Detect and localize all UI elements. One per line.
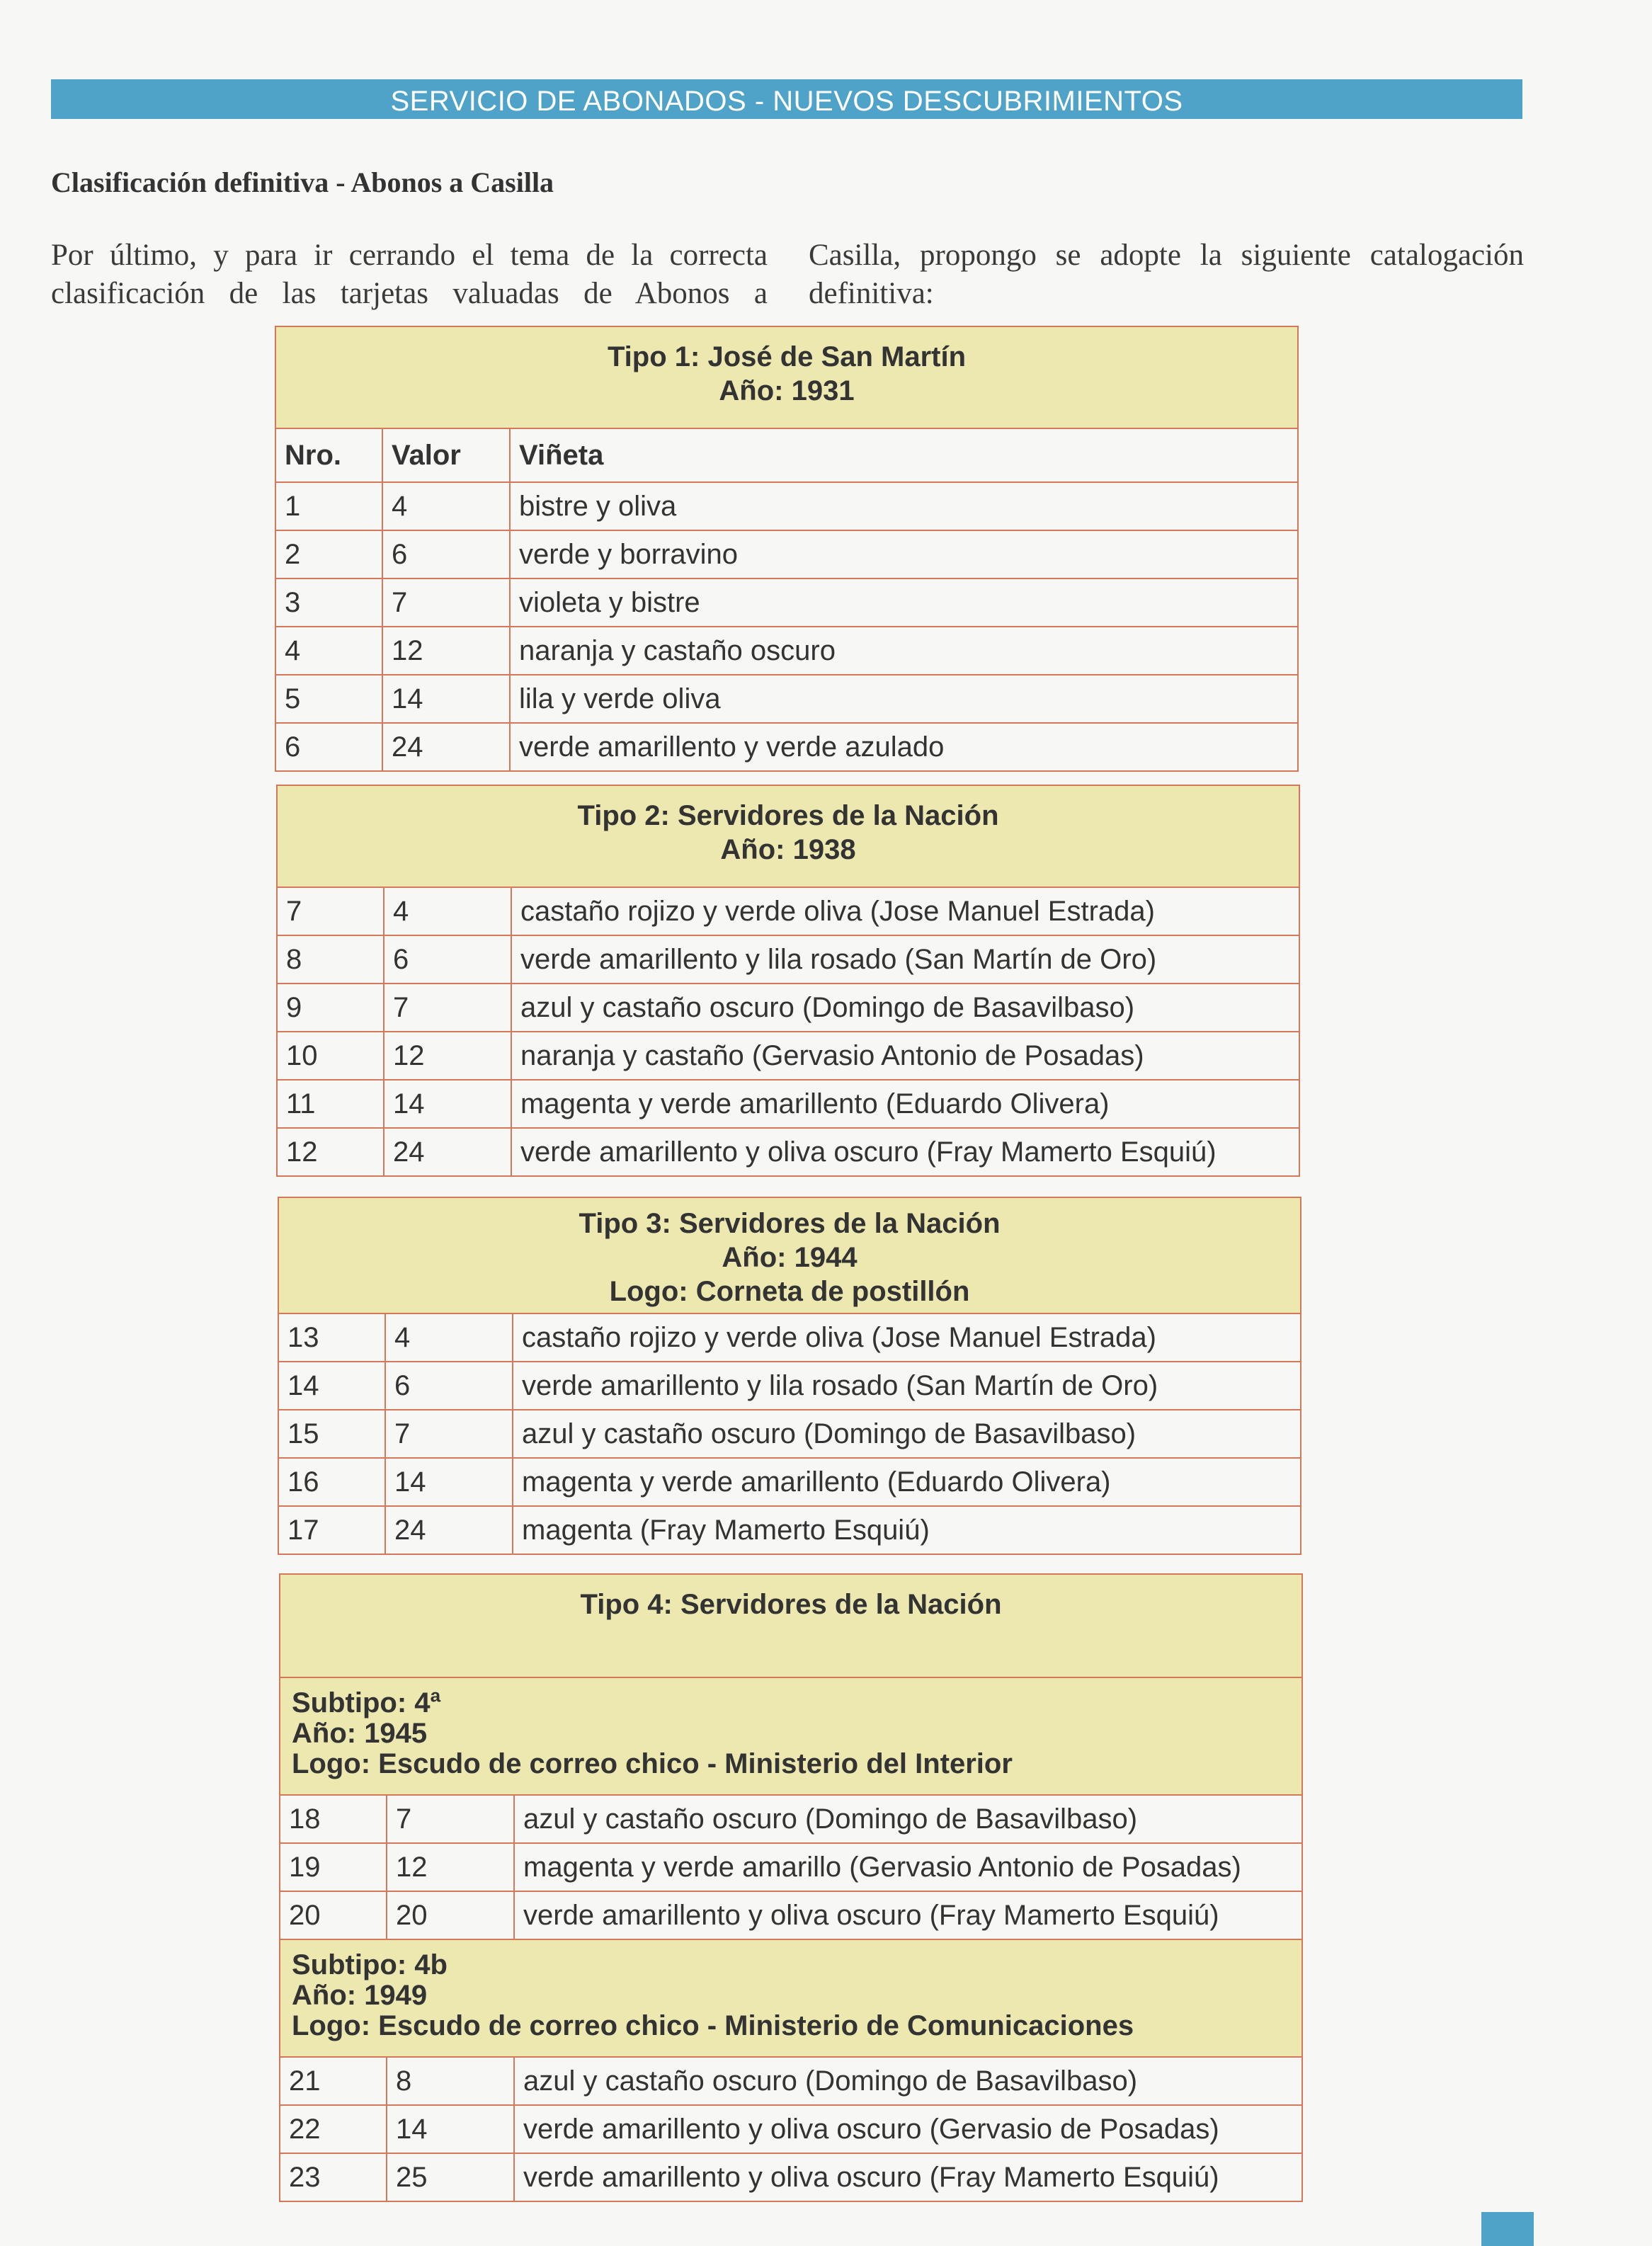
cell-nro: 23 [280, 2153, 387, 2201]
table-row [278, 1128, 1299, 1175]
cell-valor: 8 [387, 2058, 514, 2105]
table-row [279, 1362, 1300, 1410]
cell-vineta: castaño rojizo y verde oliva (Jose Manuel Estrada) [511, 888, 1299, 935]
tipo2-year: Año: 1938 [720, 834, 856, 865]
tipo4a-subtipo: Subtipo: 4ª [292, 1687, 441, 1718]
cell-vineta: verde amarillento y verde azulado [510, 723, 1297, 770]
table-row [276, 482, 1297, 530]
cell-nro: 21 [280, 2058, 387, 2105]
tipo2-table [276, 785, 1300, 1177]
cell-valor: 24 [385, 1506, 513, 1554]
tipo2-title: Tipo 2: Servidores de la Nación [577, 800, 999, 831]
tipo1-year: Año: 1931 [719, 375, 855, 406]
tipo3-title: Tipo 3: Servidores de la Nación [579, 1208, 1001, 1239]
tipo4b-year: Año: 1949 [292, 1980, 428, 2011]
cell-nro: 5 [276, 675, 382, 723]
tipo4-table [279, 1573, 1303, 2202]
cell-nro: 10 [278, 1032, 384, 1080]
table-row [278, 935, 1299, 984]
cell-nro: 2 [276, 530, 382, 578]
table-row [280, 2105, 1301, 2153]
page-number-tab [1481, 2212, 1534, 2246]
cell-valor: 25 [387, 2153, 514, 2201]
tipo4-title: Tipo 4: Servidores de la Nación [580, 1589, 1002, 1620]
cell-vineta: verde y borravino [510, 530, 1297, 578]
cell-nro: 3 [276, 578, 382, 627]
cell-vineta: naranja y castaño oscuro [510, 627, 1297, 675]
tipo1-table [275, 326, 1299, 772]
table-row [280, 1891, 1301, 1939]
cell-nro: 13 [279, 1314, 385, 1362]
cell-valor: 6 [385, 1362, 513, 1410]
cell-nro: 1 [276, 482, 382, 530]
table-row [278, 1080, 1299, 1128]
cell-nro: 17 [279, 1506, 385, 1554]
cell-valor: 14 [385, 1458, 513, 1506]
cell-nro: 16 [279, 1458, 385, 1506]
tipo3-rows [279, 1314, 1300, 1554]
tipo3-table [278, 1197, 1301, 1555]
cell-nro: 18 [280, 1796, 387, 1843]
cell-valor: 4 [382, 482, 510, 530]
column-header-row [276, 429, 1297, 482]
tipo3-year: Año: 1944 [722, 1242, 858, 1273]
cell-nro: 12 [278, 1128, 384, 1175]
cell-valor: 6 [382, 530, 510, 578]
cell-nro: 15 [279, 1410, 385, 1458]
tipo4a-subheader [280, 1677, 1301, 1796]
cell-valor: 14 [384, 1080, 511, 1128]
cell-nro: 22 [280, 2105, 387, 2153]
cell-vineta: verde amarillento y oliva oscuro (Gervasio de Posadas) [514, 2105, 1301, 2153]
tipo3-logo: Logo: Corneta de postillón [609, 1276, 970, 1307]
table-row [280, 2058, 1301, 2105]
cell-vineta: magenta (Fray Mamerto Esquiú) [513, 1506, 1300, 1554]
tipo4a-year: Año: 1945 [292, 1718, 428, 1749]
cell-valor: 20 [387, 1891, 514, 1939]
tipo4b-logo: Logo: Escudo de correo chico - Ministerio de Comunicaciones [292, 2010, 1134, 2041]
cell-valor: 7 [385, 1410, 513, 1458]
cell-vineta: castaño rojizo y verde oliva (Jose Manuel Estrada) [513, 1314, 1300, 1362]
cell-vineta: magenta y verde amarillento (Eduardo Olivera) [511, 1080, 1299, 1128]
tipo4a-logo: Logo: Escudo de correo chico - Ministerio del Interior [292, 1748, 1013, 1779]
cell-vineta: bistre y oliva [510, 482, 1297, 530]
tipo4b-subheader [280, 1939, 1301, 2058]
cell-nro: 19 [280, 1843, 387, 1891]
tipo1-header [276, 327, 1297, 429]
table-row [279, 1458, 1300, 1506]
table-row [276, 627, 1297, 675]
intro-text-left: Por último, y para ir cerrando el tema de la correcta clasificación de las tarjetas valuadas de Abonos a [51, 239, 768, 310]
table-row [276, 723, 1297, 770]
cell-vineta: azul y castaño oscuro (Domingo de Basavilbaso) [511, 984, 1299, 1032]
table-row [278, 1032, 1299, 1080]
column-header-nro: Nro. [276, 429, 382, 482]
cell-valor: 7 [382, 578, 510, 627]
cell-nro: 4 [276, 627, 382, 675]
cell-vineta: azul y castaño oscuro (Domingo de Basavilbaso) [514, 1796, 1301, 1843]
tipo4a-rows [280, 1796, 1301, 1939]
cell-vineta: verde amarillento y oliva oscuro (Fray Mamerto Esquiú) [514, 2153, 1301, 2201]
cell-valor: 12 [384, 1032, 511, 1080]
intro-text-right: Casilla, propongo se adopte la siguiente catalogación definitiva: [809, 239, 1524, 310]
table-row [279, 1314, 1300, 1362]
cell-valor: 12 [382, 627, 510, 675]
cell-nro: 20 [280, 1891, 387, 1939]
cell-valor: 6 [384, 935, 511, 984]
cell-vineta: verde amarillento y lila rosado (San Martín de Oro) [511, 935, 1299, 984]
cell-valor: 7 [387, 1796, 514, 1843]
cell-nro: 6 [276, 723, 382, 770]
cell-nro: 11 [278, 1080, 384, 1128]
cell-valor: 24 [384, 1128, 511, 1175]
cell-vineta: verde amarillento y oliva oscuro (Fray Mamerto Esquiú) [514, 1891, 1301, 1939]
tipo1-title: Tipo 1: José de San Martín [607, 341, 967, 372]
cell-vineta: verde amarillento y lila rosado (San Martín de Oro) [513, 1362, 1300, 1410]
cell-valor: 12 [387, 1843, 514, 1891]
table-row [276, 530, 1297, 578]
cell-vineta: magenta y verde amarillento (Eduardo Olivera) [513, 1458, 1300, 1506]
cell-nro: 7 [278, 888, 384, 935]
cell-vineta: violeta y bistre [510, 578, 1297, 627]
tipo4b-rows [280, 2058, 1301, 2201]
cell-nro: 8 [278, 935, 384, 984]
cell-valor: 14 [382, 675, 510, 723]
table-row [279, 1410, 1300, 1458]
cell-valor: 4 [385, 1314, 513, 1362]
tipo2-rows [278, 888, 1299, 1175]
tipo3-header [279, 1198, 1300, 1314]
table-row [280, 1843, 1301, 1891]
cell-valor: 4 [384, 888, 511, 935]
cell-vineta: lila y verde oliva [510, 675, 1297, 723]
column-header-vineta: Viñeta [510, 429, 1297, 482]
table-row [278, 888, 1299, 935]
cell-nro: 9 [278, 984, 384, 1032]
table-row [280, 2153, 1301, 2201]
tipo1-rows [276, 429, 1297, 770]
cell-vineta: naranja y castaño (Gervasio Antonio de Posadas) [511, 1032, 1299, 1080]
cell-valor: 14 [387, 2105, 514, 2153]
table-row [276, 675, 1297, 723]
table-row [279, 1506, 1300, 1554]
tipo4-header [280, 1575, 1301, 1677]
column-header-valor: Valor [382, 429, 510, 482]
cell-vineta: magenta y verde amarillo (Gervasio Antonio de Posadas) [514, 1843, 1301, 1891]
section-banner: SERVICIO DE ABONADOS - NUEVOS DESCUBRIMIENTOS [51, 79, 1522, 119]
cell-valor: 7 [384, 984, 511, 1032]
tipo2-header [278, 786, 1299, 888]
cell-vineta: azul y castaño oscuro (Domingo de Basavilbaso) [513, 1410, 1300, 1458]
cell-nro: 14 [279, 1362, 385, 1410]
section-title: Clasificación definitiva - Abonos a Casilla [51, 166, 554, 198]
cell-valor: 24 [382, 723, 510, 770]
cell-vineta: azul y castaño oscuro (Domingo de Basavilbaso) [514, 2058, 1301, 2105]
cell-vineta: verde amarillento y oliva oscuro (Fray Mamerto Esquiú) [511, 1128, 1299, 1175]
table-row [276, 578, 1297, 627]
tipo4b-subtipo: Subtipo: 4b [292, 1949, 448, 1980]
table-row [278, 984, 1299, 1032]
table-row [280, 1796, 1301, 1843]
